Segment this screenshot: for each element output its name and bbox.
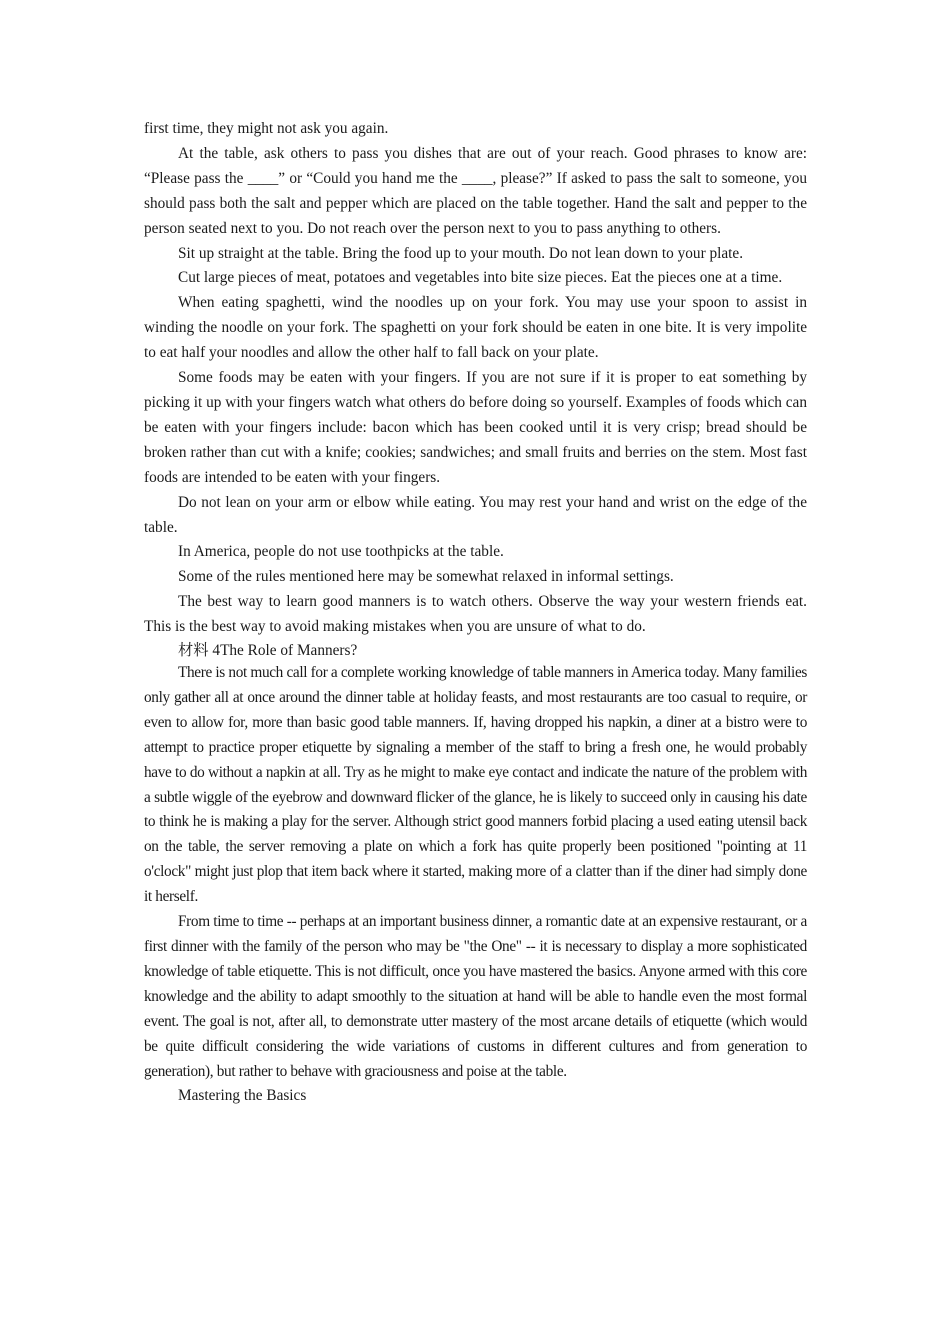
paragraph-cut-pieces: Cut large pieces of meat, potatoes and vegetables into bite size pieces. Eat the pieces one at a time. — [178, 269, 783, 287]
section-heading: 材料 4The Role of Manners? — [178, 642, 358, 660]
document-page — [144, 117, 807, 1109]
paragraph-sophisticated-etiquette: From time to time -- perhaps at an important business dinner, a romantic date at an expensive restaurant, or a first dinner with the family of the person who may be "the One" -- it is necessary to display a more sophisticated knowledge of table etiquette. This is not difficult, once you have mastered the basics. Anyone armed with this core knowledge and the ability to adapt smoothly to the situation at hand will be able to handle even the most formal event. The goal is not, after all, to demonstrate utter mastery of the most arcane details of etiquette (which would be quite difficult considering the wide variations of customs in different cultures and from generation to generation), but rather to behave with graciousness and poise at the table. — [144, 913, 807, 1080]
paragraph-watch-others: The best way to learn good manners is to watch others. Observe the way your western friends eat. This is the best way to avoid making mistakes when you are unsure of what to do. — [144, 593, 807, 636]
paragraph-sit-up-straight: Sit up straight at the table. Bring the food up to your mouth. Do not lean down to your plate. — [178, 244, 744, 262]
paragraph-role-of-manners: There is not much call for a complete working knowledge of table manners in America today. Many families only gather all at once around the dinner table at holiday feasts, and most restaurants are too casual to require, or even to allow for, more than basic good table manners. If, having dropped his napkin, a diner at a bistro were to attempt to practice proper etiquette by signaling a member of the staff to bring a fresh one, he would probably have to do without a napkin at all. Try as he might to make eye contact and indicate the nature of the problem with a subtle wiggle of the eyebrow and downward flicker of the glance, he is likely to succeed only in causing his date to think he is making a play for the server. Although strict good manners forbid placing a used eating utensil back on the table, the server removing a plate on which a fork has quite properly been positioned "pointing at 11 o'clock" might just plop that item back where it started, making more of a clatter than if the diner had simply done it herself. — [144, 664, 807, 906]
subheading-mastering-basics: Mastering the Basics — [178, 1087, 307, 1105]
paragraph-continuation: first time, they might not ask you again. — [144, 120, 389, 137]
paragraph-toothpicks: In America, people do not use toothpicks at the table. — [178, 543, 504, 561]
paragraph-passing-dishes: At the table, ask others to pass you dishes that are out of your reach. Good phrases to know are: “Please pass the ____” or “Could you hand me the ____, please?” If asked to pass the salt to someone, you should pass both the salt and pepper which are placed on the table together. Hand the salt and pepper to the person seated next to you. Do not reach over the person next to you to pass anything to others. — [144, 144, 807, 237]
paragraph-informal-settings: Some of the rules mentioned here may be somewhat relaxed in informal settings. — [178, 568, 674, 586]
paragraph-spaghetti: When eating spaghetti, wind the noodles up on your fork. You may use your spoon to assist in winding the noodle on your fork. The spaghetti on your fork should be eaten in one bite. It is very impolite to eat half your noodles and allow the other half to fall back on your plate. — [144, 294, 807, 362]
paragraph-finger-foods: Some foods may be eaten with your fingers. If you are not sure if it is proper to eat something by picking it up with your fingers watch what others do before doing so yourself. Examples of foods which can be eaten with your fingers include: bacon which has been cooked until it is very crisp; bread should be broken rather than cut with a knife; cookies; sandwiches; and small fruits and berries on the stem. Most fast foods are intended to be eaten with your fingers. — [144, 369, 807, 486]
paragraph-elbows: Do not lean on your arm or elbow while eating. You may rest your hand and wrist on the edge of the table. — [144, 493, 807, 536]
